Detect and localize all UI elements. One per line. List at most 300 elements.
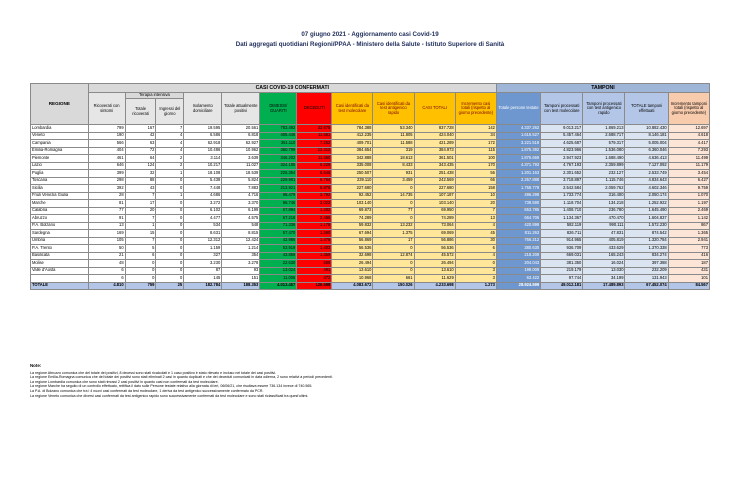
cell-ti-ingressi: 0 [156,245,184,253]
cell-ti-ricoverati: 7 [125,192,156,200]
cell-deceduti: 11.660 [297,155,332,163]
cell-ricoverati: 4.810 [88,282,125,290]
cell-persone-testate: 496.298 [496,192,540,200]
cell-casi-molecolare: 784.388 [332,125,373,133]
col-header-tamp-antigenico: Tamponi processati con test antigenico rapido [583,93,625,125]
cell-ti-ingressi: 0 [156,185,184,193]
cell-casi-molecolare: 412.235 [332,132,373,140]
table-row [31,125,710,133]
note-line: La regione Abruzzo comunica che del totale dei positivi, 8 decessi sono stati ricalcolati e 1 caso positivo è stato rilevato e incluso nel totale dei casi positivi. [30,370,277,375]
table-row [31,155,710,163]
table-row [31,200,710,208]
table-row [31,185,710,193]
cell-dimessi: 67.218 [260,215,297,223]
cell-deceduti: 13.212 [297,147,332,155]
cell-casi-totale: 421.289 [414,140,455,148]
cell-tamp-incremento: 416 [668,252,709,260]
cell-casi-molecolare: 227.680 [332,185,373,193]
cell-deceduti: 1.590 [297,230,332,238]
cell-tamp-incremento: 187 [668,260,709,268]
cell-isolamento: 3.272 [184,200,222,208]
cell-tamp-incremento: 1.365 [668,230,709,238]
cell-casi-totale: 107.187 [414,192,455,200]
cell-ti-ricoverati: 64 [125,155,156,163]
cell-persone-testate: 664.706 [496,215,540,223]
cell-tamp-molecolare: 49.012.181 [541,282,583,290]
cell-tamp-molecolare: 914.965 [541,237,583,245]
cell-positivi: 8.815 [222,230,260,238]
cell-dimessi: 53.919 [260,245,297,253]
cell-casi-totale: 837.728 [414,125,455,133]
cell-dimessi: 351.110 [260,140,297,148]
cell-tamp-totale: 1.572.230 [625,222,668,230]
cell-casi-antigenico: 0 [373,245,414,253]
cell-deceduti: 6.764 [297,177,332,185]
cell-tamp-antigenico: 2.688.717 [583,132,625,140]
cell-regione: Calabria [31,207,89,215]
cell-positivi: 4.575 [222,215,260,223]
cell-ti-ricoverati: 63 [125,140,156,148]
cell-isolamento: 6.586 [184,132,222,140]
cell-isolamento: 3.230 [184,260,222,268]
cell-incremento-casi: 115 [455,147,496,155]
cell-tamp-antigenico: 232.127 [583,170,625,178]
note-line: La regione Marche ha seguito di un controllo effettuato, rettifica il dato sulle Persone testate relativo alla giornata di ieri, 06/06/21, che risultava essere 736.134 invece di 740.565. [30,384,313,389]
cell-tamp-totale: 67.452.074 [625,282,668,290]
col-header-incremento-casi: Incremento casi totali (rispetto al giorno precedente) [455,93,496,125]
cell-incremento-casi: 158 [455,185,496,193]
cell-ti-ingressi: 1 [156,192,184,200]
cell-incremento-casi: 45 [455,230,496,238]
cell-ti-ricoverati: 17 [125,200,156,208]
cell-tamp-antigenico: 134.218 [583,200,625,208]
cell-ricoverati: 48 [88,260,125,268]
cell-positivi: 7.883 [222,185,260,193]
cell-dimessi: 98.479 [260,192,297,200]
cell-isolamento: 18.108 [184,170,222,178]
cell-casi-molecolare: 10.968 [332,275,373,283]
cell-dimessi: 324.185 [260,162,297,170]
cell-tamp-antigenico: 17.489.893 [583,282,625,290]
cell-positivi: 5.824 [222,177,260,185]
cell-deceduti: 585 [297,260,332,268]
cell-persone-testate: 198.009 [496,267,540,275]
cell-ricoverati: 399 [88,170,125,178]
cell-casi-antigenico: 661 [373,275,414,283]
cell-tamp-totale: 397.388 [625,260,668,268]
cell-persone-testate: 4.371.793 [496,162,540,170]
cell-tamp-totale: 8.146.181 [625,132,668,140]
col-header-casi-antigenico: Casi identificati da test antigenico rapido [373,93,414,125]
cell-incremento-casi: 10 [455,192,496,200]
cell-tamp-incremento: 2.469 [668,207,709,215]
cell-tamp-molecolare: 97.744 [541,275,583,283]
cell-tamp-incremento: 9.759 [668,185,709,193]
cell-ricoverati: 392 [88,185,125,193]
cell-regione: Campania [31,140,89,148]
cell-incremento-casi: 56 [455,170,496,178]
cell-casi-totale: 11.629 [414,275,455,283]
cell-incremento-casi: 3 [455,267,496,275]
cell-tamp-totale: 1.645.490 [625,207,668,215]
cell-isolamento: 87 [184,267,222,275]
cell-incremento-casi: 3 [455,275,496,283]
cell-persone-testate: 1.201.163 [496,170,540,178]
cell-ti-ingressi: 0 [156,200,184,208]
cell-isolamento: 10.217 [184,162,222,170]
table-row [31,260,710,268]
cell-ricoverati: 169 [88,230,125,238]
cell-tamp-incremento: 1.197 [668,200,709,208]
cell-casi-antigenico: 11.805 [373,132,414,140]
cell-isolamento: 6.102 [184,207,222,215]
cell-ti-ingressi: 7 [156,125,184,133]
cell-deceduti: 491 [297,267,332,275]
cell-isolamento: 4.686 [184,192,222,200]
cell-casi-totale: 343.435 [414,162,455,170]
page-subtitle: Dati aggregati quotidiani Regioni/PPAA - Ministero della Salute - Istituto Superiore di Sanità [235,41,505,48]
cell-incremento-casi: 7 [455,207,496,215]
cell-positivi: 548 [222,222,260,230]
table-row [31,237,710,245]
cell-deceduti: 1.476 [297,237,332,245]
cell-incremento-casi: 4 [455,222,496,230]
cell-ricoverati: 50 [88,245,125,253]
cell-casi-antigenico: 12.874 [373,252,414,260]
cell-casi-molecolare: 69.873 [332,207,373,215]
cell-tamp-totale: 834.274 [625,252,668,260]
cell-deceduti: 126.588 [297,282,332,290]
cell-tamp-totale: 2.533.749 [625,170,668,178]
group-header-casi: CASI COVID-19 CONFERMATI [88,84,496,93]
cell-casi-totale: 227.680 [414,185,455,193]
cell-dimessi: 42.986 [260,237,297,245]
cell-regione: Lombardia [31,125,89,133]
cell-tamp-antigenico: 990.111 [583,222,625,230]
cell-tamp-antigenico: 34.199 [583,275,625,283]
cell-tamp-molecolare: 2.301.652 [541,170,583,178]
cell-tamp-molecolare: 582.119 [541,222,583,230]
notes-title: Note: [30,363,42,368]
cell-ti-ricoverati: 32 [125,170,156,178]
cell-deceduti: 7.252 [297,140,332,148]
cell-dimessi: 405.446 [260,132,297,140]
cell-tamp-totale: 1.252.922 [625,200,668,208]
cell-isolamento: 7.448 [184,185,222,193]
table-row [31,275,710,283]
cell-ti-ingressi: 4 [156,147,184,155]
group-header-terapia: Terapia intensiva [125,93,184,99]
cell-ricoverati: 298 [88,177,125,185]
cell-casi-antigenico: 0 [373,185,414,193]
cell-positivi: 20.561 [222,125,260,133]
cell-isolamento: 62.918 [184,140,222,148]
cell-casi-totale: 103.140 [414,200,455,208]
cell-positivi: 151 [222,275,260,283]
cell-tamp-totale: 874.542 [625,230,668,238]
cell-ti-ingressi: 0 [156,230,184,238]
cell-tamp-molecolare: 3.718.897 [541,177,583,185]
cell-persone-testate: 28.924.599 [496,282,540,290]
cell-ti-ingressi: 2 [156,162,184,170]
cell-dimessi: 360.799 [260,147,297,155]
cell-tamp-totale: 4.636.413 [625,155,668,163]
col-header-positivi: Totale attualmente positivi [222,93,260,125]
cell-regione: Abruzzo [31,215,89,223]
cell-casi-molecolare: 13.610 [332,267,373,275]
cell-dimessi: 226.354 [260,170,297,178]
cell-casi-antigenico: 77 [373,207,414,215]
cell-ricoverati: 190 [88,132,125,140]
cell-casi-totale: 56.886 [414,237,455,245]
cell-tamp-incremento: 867 [668,222,709,230]
cell-persone-testate: 1.616.527 [496,132,540,140]
cell-positivi: 12.424 [222,237,260,245]
cell-deceduti: 472 [297,275,332,283]
cell-casi-molecolare: 335.008 [332,162,373,170]
cell-isolamento: 10.486 [184,147,222,155]
cell-ricoverati: 461 [88,155,125,163]
cell-casi-antigenico: 8.433 [373,162,414,170]
cell-incremento-casi: 66 [455,177,496,185]
cell-casi-molecolare: 74.289 [332,215,373,223]
cell-tamp-molecolare: 4.767.193 [541,162,583,170]
cell-dimessi: 11.006 [260,275,297,283]
cell-isolamento: 5.438 [184,177,222,185]
cell-tamp-antigenico: 236.780 [583,207,625,215]
cell-deceduti: 1.178 [297,222,332,230]
cell-dimessi: 213.921 [260,185,297,193]
cell-casi-molecolare: 59.832 [332,222,373,230]
cell-casi-molecolare: 56.536 [332,245,373,253]
cell-casi-antigenico: 11.588 [373,140,414,148]
cell-tamp-antigenico: 405.819 [583,237,625,245]
cell-casi-molecolare: 4.083.672 [332,282,373,290]
cell-tamp-molecolare: 2.542.584 [541,185,583,193]
col-header-persone-testate: Totale persone testate [496,93,540,125]
cell-casi-molecolare: 26.494 [332,260,373,268]
cell-tamp-totale: 1.370.338 [625,245,668,253]
col-header-ti-ingressi: Ingressi del giorno [156,99,184,125]
cell-ti-ingressi: 0 [156,260,184,268]
cell-dimessi: 67.894 [260,207,297,215]
cell-ti-ricoverati: 124 [125,162,156,170]
cell-deceduti: 5.876 [297,185,332,193]
cell-positivi: 93 [222,267,260,275]
cell-ti-ingressi: 4 [156,140,184,148]
cell-regione: Piemonte [31,155,89,163]
cell-ti-ricoverati: 167 [125,125,156,133]
cell-tamp-molecolare: 5.457.464 [541,132,583,140]
cell-casi-totale: 69.069 [414,230,455,238]
cell-deceduti: 8.229 [297,162,332,170]
cell-casi-totale: 73.064 [414,222,455,230]
cell-tamp-totale: 4.834.643 [625,177,668,185]
cell-casi-totale: 26.494 [414,260,455,268]
cell-ti-ricoverati: 20 [125,207,156,215]
table-row [31,177,710,185]
cell-tamp-molecolare: 4.823.966 [541,147,583,155]
cell-tamp-molecolare: 381.350 [541,260,583,268]
cell-ti-ricoverati: 7 [125,215,156,223]
cell-tamp-antigenico: 1.115.746 [583,177,625,185]
cell-dimessi: 57.470 [260,230,297,238]
cell-regione: Lazio [31,162,89,170]
cell-ti-ingressi: 1 [156,170,184,178]
cell-regione: TOTALE [31,282,89,290]
cell-tamp-incremento: 11.179 [668,162,709,170]
cell-positivi: 3.639 [222,155,260,163]
cell-tamp-totale: 7.127.092 [625,162,668,170]
cell-incremento-casi: 1.273 [455,282,496,290]
cell-casi-antigenico: 319 [373,147,414,155]
cell-positivi: 354 [222,252,260,260]
cell-ricoverati: 28 [88,192,125,200]
cell-tamp-molecolare: 1.134.367 [541,215,583,223]
note-line: La regione Veneto comunica che diversi casi confermati da test antigenico rapido sono successivamente confermati da test molecolare e sono stati riclassificati tra quest'ultimi. [30,393,309,398]
cell-casi-molecolare: 409.701 [332,140,373,148]
cell-tamp-molecolare: 936.709 [541,245,583,253]
cell-regione: Puglia [31,170,89,178]
cell-isolamento: 3.114 [184,155,222,163]
cell-dimessi: 96.746 [260,200,297,208]
cell-isolamento: 12.312 [184,237,222,245]
table-row [31,222,710,230]
cell-ti-ingressi: 0 [156,222,184,230]
cell-casi-molecolare: 92.452 [332,192,373,200]
cell-ti-ingressi: 0 [156,177,184,185]
cell-ti-ricoverati: 0 [125,275,156,283]
cell-ti-ricoverati: 1 [125,222,156,230]
cell-deceduti: 6.545 [297,170,332,178]
cell-casi-molecolare: 67.694 [332,230,373,238]
col-header-ricoverati: Ricoverati con sintomi [88,93,125,125]
cell-positivi: 3.370 [222,200,260,208]
cell-incremento-casi: 0 [455,260,496,268]
cell-tamp-antigenico: 2.359.899 [583,162,625,170]
cell-positivi: 188.353 [222,282,260,290]
cell-tamp-totale: 232.209 [625,267,668,275]
cell-tamp-incremento: 101 [668,275,709,283]
cell-tamp-incremento: 7.293 [668,147,709,155]
cell-casi-totale: 424.040 [414,132,455,140]
cell-ti-ricoverati: 72 [125,147,156,155]
table-row [31,140,710,148]
cell-tamp-incremento: 773 [668,245,709,253]
cell-casi-molecolare: 384.654 [332,147,373,155]
cell-tamp-molecolare: 1.118.704 [541,200,583,208]
cell-tamp-totale: 5.005.004 [625,140,668,148]
cell-tamp-molecolare: 9.013.217 [541,125,583,133]
cell-tamp-totale: 1.320.784 [625,237,668,245]
cell-deceduti: 33.675 [297,125,332,133]
cell-positivi: 6.818 [222,132,260,140]
col-header-deceduti: DECEDUTI [297,93,332,125]
cell-positivi: 4.716 [222,192,260,200]
cell-casi-antigenico: 0 [373,260,414,268]
cell-isolamento: 327 [184,252,222,260]
cell-dimessi: 229.981 [260,177,297,185]
cell-isolamento: 1.159 [184,245,222,253]
cell-casi-antigenico: 931 [373,170,414,178]
cell-incremento-casi: 170 [455,162,496,170]
cell-regione: Sardegna [31,230,89,238]
cell-dimessi: 43.859 [260,252,297,260]
cell-persone-testate: 2.257.888 [496,177,540,185]
cell-casi-antigenico: 3.459 [373,177,414,185]
col-header-casi-molecolare: Casi identificati da test molecolare [332,93,373,125]
cell-persone-testate: 4.337.262 [496,125,540,133]
cell-regione: P.A. Trento [31,245,89,253]
cell-tamp-totale: 10.882.430 [625,125,668,133]
cell-ricoverati: 81 [88,200,125,208]
cell-tamp-incremento: 1.142 [668,215,709,223]
cell-casi-totale: 56.536 [414,245,455,253]
cell-regione: Molise [31,260,89,268]
note-line: La regione Lombardia comunica che sono stati rimossi 2 casi positivi in quanto casi non confermati da test molecolare. [30,379,219,384]
cell-ricoverati: 105 [88,237,125,245]
cell-casi-antigenico: 17 [373,237,414,245]
cell-ti-ricoverati: 15 [125,230,156,238]
col-header-tamp-molecolare: Tamponi processati con test molecolare [541,93,583,125]
cell-tamp-incremento: 12.697 [668,125,709,133]
cell-casi-totale: 4.233.698 [414,282,455,290]
covid-data-table [30,83,710,290]
cell-dimessi: 346.202 [260,155,297,163]
cell-ricoverati: 6 [88,275,125,283]
table-row [31,132,710,140]
cell-persone-testate: 766.212 [496,237,540,245]
cell-incremento-casi: 20 [455,200,496,208]
cell-ti-ingressi: 4 [156,132,184,140]
cell-tamp-antigenico: 16.024 [583,260,625,268]
cell-casi-totale: 251.438 [414,170,455,178]
cell-casi-totale: 242.569 [414,177,455,185]
cell-ti-ricoverati: 0 [125,267,156,275]
cell-ti-ricoverati: 43 [125,185,156,193]
cell-regione: Basilicata [31,252,89,260]
cell-positivi: 11.027 [222,162,260,170]
cell-persone-testate: 3.221.518 [496,140,540,148]
cell-ricoverati: 799 [88,125,125,133]
col-header-tamp-totale: TOTALE tamponi effettuati [625,93,668,125]
cell-persone-testate: 1.876.669 [496,155,540,163]
cell-casi-totale: 45.572 [414,252,455,260]
group-header-tamponi: TAMPONI [496,84,709,93]
cell-deceduti: 2.496 [297,215,332,223]
cell-deceduti: 3.792 [297,192,332,200]
cell-positivi: 18.539 [222,170,260,178]
table-row [31,170,710,178]
cell-isolamento: 182.784 [184,282,222,290]
cell-tamp-molecolare: 219.179 [541,267,583,275]
cell-tamp-antigenico: 579.317 [583,140,625,148]
cell-tamp-molecolare: 2.947.923 [541,155,583,163]
cell-positivi: 10.962 [222,147,260,155]
cell-incremento-casi: 6 [455,245,496,253]
cell-ti-ricoverati: 6 [125,252,156,260]
cell-incremento-casi: 172 [455,140,496,148]
cell-casi-antigenico: 13.232 [373,222,414,230]
notes-section [30,364,720,398]
cell-deceduti: 1.202 [297,207,332,215]
cell-ti-ingressi: 0 [156,267,184,275]
cell-casi-totale: 384.973 [414,147,455,155]
cell-tamp-antigenico: 1.536.080 [583,147,625,155]
page-title: 07 giugno 2021 - Aggiornamento casi Covid-19 [301,31,439,38]
cell-ti-ricoverati: 42 [125,132,156,140]
cell-isolamento: 8.631 [184,230,222,238]
